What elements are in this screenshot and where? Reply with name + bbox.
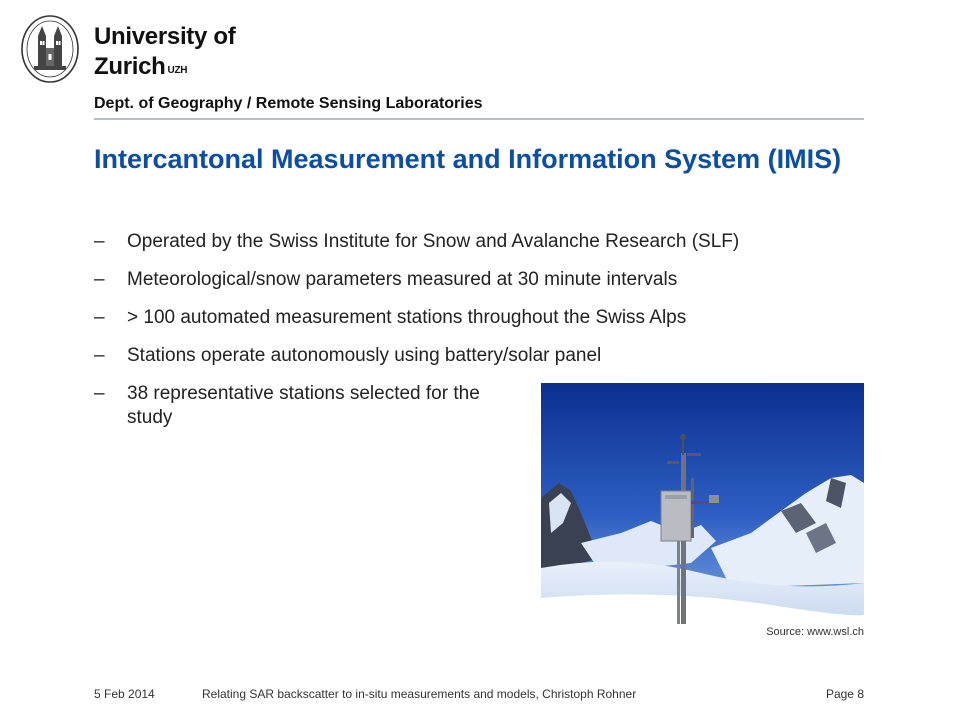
university-seal-logo [20, 14, 80, 84]
university-name-line2: Zurich $^{UZH}$ [94, 53, 188, 80]
bullet-item [94, 306, 874, 330]
bullet-text: > 100 automated measurement stations throughout the Swiss Alps [127, 307, 687, 328]
bullet-dash: – [94, 383, 105, 404]
slide-title: Intercantonal Measurement and Information System (IMIS) [94, 144, 842, 174]
university-name-line1: University of [94, 23, 236, 50]
bullet-item [94, 230, 874, 254]
photo-source-caption: Source: www.wsl.ch [766, 626, 864, 638]
station-photo [541, 383, 864, 624]
footer-presentation-title: Relating SAR backscatter to in-situ measurements and models, Christoph Rohner [202, 687, 637, 701]
bullet-text: 38 representative stations selected for the study [127, 383, 480, 428]
weather-station-image [541, 383, 864, 624]
seal-icon [20, 14, 80, 84]
university-name [94, 22, 235, 82]
bullet-dash: – [94, 269, 105, 290]
bullet-dash: – [94, 307, 105, 328]
university-abbrev: UZH [167, 65, 188, 76]
department-name: Dept. of Geography / Remote Sensing Laboratories [94, 95, 483, 112]
bullet-dash: – [94, 231, 105, 252]
bullet-item [94, 268, 874, 292]
footer-date: 5 Feb 2014 [94, 687, 155, 701]
bullet-text: Meteorological/snow parameters measured at 30 minute intervals [127, 269, 678, 290]
header-divider [94, 118, 864, 120]
bullet-dash: – [94, 345, 105, 366]
bullet-text: Operated by the Swiss Institute for Snow and Avalanche Research (SLF) [127, 231, 740, 252]
bullet-item [94, 344, 874, 368]
footer-page-number: Page 8 [825, 687, 864, 701]
bullet-text: Stations operate autonomously using battery/solar panel [127, 345, 602, 366]
